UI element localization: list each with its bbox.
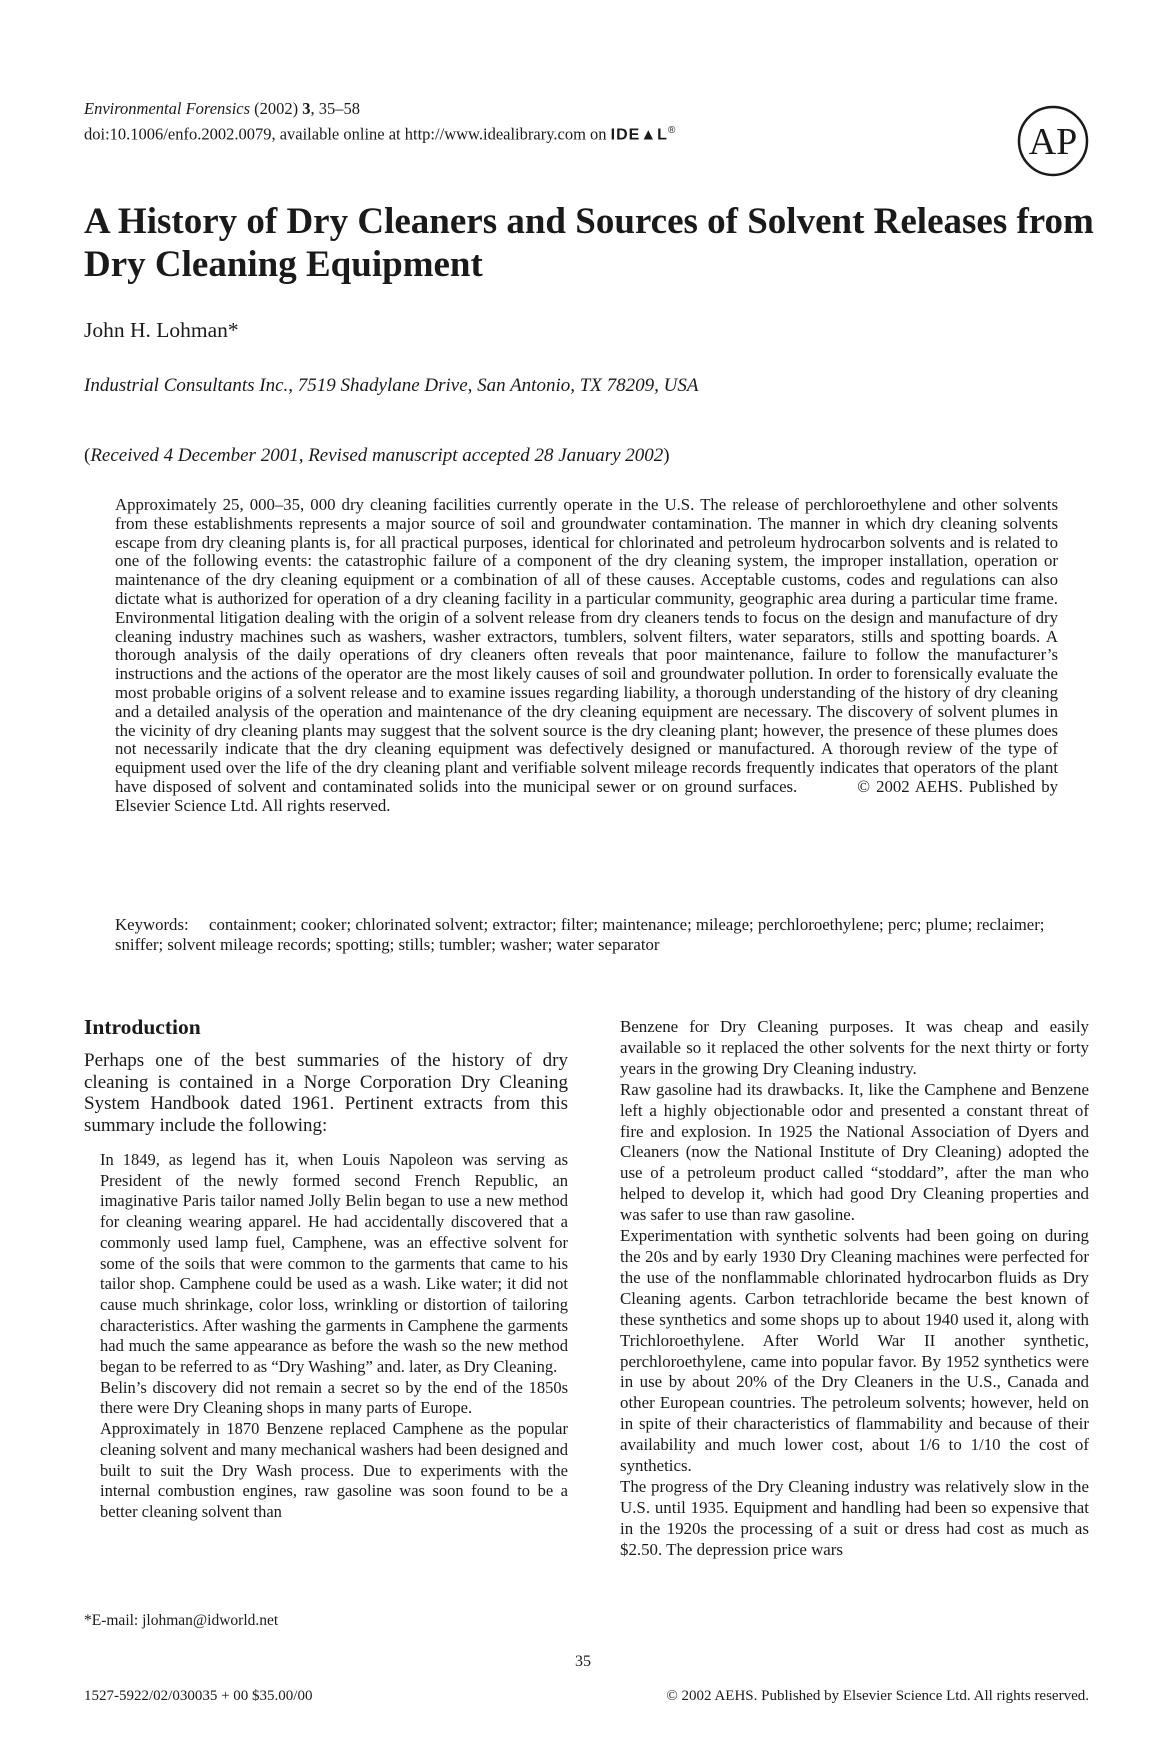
article-title: A History of Dry Cleaners and Sources of Solvent Releases from Dry Cleaning Equipment: [84, 201, 1094, 285]
abstract-text: Approximately 25, 000–35, 000 dry cleaning facilities currently operate in the U.S. The release of perchloroethylene and other solvents from these establishments represents a major source of soil and groundwater contamination. The manner in which dry cleaning solvents escape from dry cleaning plants is, for all practical purposes, identical for chlorinated and petroleum hydrocarbon solvents and is related to one of the following events: the catastrophic failure of a component of the dry cleaning system, the improper installation, operation or maintenance of the dry cleaning equipment or a combination of all of these causes. Acceptable customs, codes and regulations can also dictate what is authorized for operation of a dry cleaning facility in a particular community, geographic area during a particular time frame. Environmental litigation dealing with the origin of a solvent release from dry cleaners tends to focus on the design and manufacture of dry cleaning industry machines such as washers, washer extractors, tumblers, solvent filters, water separators, stills and spotting boards. A thorough analysis of the daily operations of dry cleaners often reveals that poor maintenance, failure to follow the manufacturer’s instructions and the actions of the operator are the most likely causes of soil and groundwater pollution. In order to forensically evaluate the most probable origins of a solvent release and to examine issues regarding liability, a thorough understanding of the history of dry cleaning and a detailed analysis of the operation and maintenance of the dry cleaning equipment are necessary. The discovery of solvent plumes in the vicinity of dry cleaning plants may suggest that the solvent source is the dry cleaning plant; however, the presence of these plumes does not necessarily indicate that the dry cleaning equipment was defectively designed or manufactured. A thorough review of the type of equipment used over the life of the dry cleaning plant and verifiable solvent mileage records frequently indicates that operators of the plant have disposed of solvent and contaminated solids into the municipal sewer or on ground surfaces.: [115, 495, 1058, 796]
intro-paragraph: Perhaps one of the best summaries of the history of dry cleaning is contained in a Norge Corporation Dry Cleaning System Handbook dated 1961. Pertinent extracts from this summary include the following:: [84, 1050, 568, 1136]
footer-copyright: © 2002 AEHS. Published by Elsevier Science Ltd. All rights reserved.: [666, 1688, 1089, 1704]
abstract: [115, 496, 1058, 816]
journal-volume: 3: [302, 99, 311, 118]
left-column: [84, 1015, 568, 1523]
ap-logo-icon: [1016, 104, 1090, 178]
journal-year: (2002): [250, 99, 303, 118]
journal-pages: , 35–58: [310, 99, 361, 118]
ap-logo-text: AP: [1028, 121, 1078, 163]
issn-line: 1527-5922/02/030035 + 00 $35.00/00: [84, 1688, 313, 1704]
ap-publisher-logo: [1016, 104, 1090, 178]
email-footnote: *E-mail: jlohman@idworld.net: [84, 1612, 279, 1629]
body-paragraph: Benzene for Dry Cleaning purposes. It was cheap and easily available so it replaced the other solvents for the next thirty or forty years in the growing Dry Cleaning industry.: [620, 1017, 1089, 1078]
body-paragraph: Raw gasoline had its drawbacks. It, like the Camphene and Benzene left a highly objectionable odor and presented a constant threat of fire and explosion. In 1925 the National Association of Dyers and Cleaners (now the National Institute of Dry Cleaning) adopted the use of a petroleum product called “stoddard”, after the man who helped to develop it, which had good Dry Cleaning properties and was safer to use than raw gasoline.: [620, 1079, 1089, 1225]
keywords-list: containment; cooker; chlorinated solvent; extractor; filter; maintenance; mileage; perchloroethylene; perc; plume; reclaimer; sniffer; solvent mileage records; spotting; stills; tumbler; washer; water separator: [115, 915, 1045, 954]
journal-name: Environmental Forensics: [84, 99, 251, 118]
journal-citation: [84, 98, 676, 120]
journal-header: [84, 98, 676, 146]
article-author: John H. Lohman*: [84, 318, 239, 342]
right-column: [620, 1017, 1089, 1561]
block-quote: [100, 1150, 568, 1523]
received-text: Received 4 December 2001, Revised manuscript accepted 28 January 2002: [90, 445, 664, 466]
abstract-copyright: © 2002 AEHS. Published by Elsevier Science Ltd. All rights reserved.: [115, 776, 1058, 815]
body-paragraph: Experimentation with synthetic solvents had been going on during the 20s and by early 1930 Dry Cleaning machines were perfected for the use of the nonflammable chlorinated hydrocarbon fluids as Dry Cleaning agents. Carbon tetrachloride became the best known of these synthetics and some shops up to about 1940 used it, along with Trichloroethylene. After World War II another synthetic, perchloroethylene, came into popular favor. By 1952 synthetics were in use by about 20% of the Dry Cleaners in the U.S., Canada and other European countries. The petroleum solvents; however, held on in spite of their characteristics of flammability and because of their availability and much lower cost, about 1/6 to 1/10 the cost of synthetics.: [620, 1226, 1089, 1476]
body-paragraph: The progress of the Dry Cleaning industry was relatively slow in the U.S. until 1935. Equipment and handling had been so expensive that in the 1920s the processing of a suit or dress had cost as much as $2.50. The depression price wars: [620, 1476, 1089, 1559]
section-heading-introduction: Introduction: [84, 1015, 201, 1039]
page-number: 35: [575, 1653, 591, 1670]
quote-paragraph: In 1849, as legend has it, when Louis Napoleon was serving as President of the newly formed second French Republic, an imaginative Paris tailor named Jolly Belin began to use a new method for cleaning wearing apparel. He had accidentally discovered that a commonly used lamp fuel, Camphene, was an effective solvent for some of the soils that were common to the garments that came to his tailor shop. Camphene could be used as a wash. Like water; it did not cause much shrinkage, color loss, wrinkling or distortion of tailoring characteristics. After washing the garments in Camphene the garments had much the same appearance as before the wash so the new method began to be referred to as “Dry Washing” and. later, as Dry Cleaning.: [100, 1150, 568, 1377]
received-dates: (Received 4 December 2001, Revised manuscript accepted 28 January 2002): [84, 445, 670, 466]
quote-paragraph: Belin’s discovery did not remain a secret so by the end of the 1850s there were Dry Cleaning shops in many parts of Europe.: [100, 1377, 568, 1418]
author-affiliation: Industrial Consultants Inc., 7519 Shadylane Drive, San Antonio, TX 78209, USA: [84, 375, 699, 396]
quote-paragraph: Approximately in 1870 Benzene replaced Camphene as the popular cleaning solvent and many mechanical washers had been designed and built to suit the Dry Wash process. Due to experiments with the internal combustion engines, raw gasoline was soon found to be a better cleaning solvent than: [100, 1419, 568, 1521]
ideal-registered-mark: ®: [667, 125, 677, 136]
keywords-label: Keywords:: [115, 915, 189, 934]
doi-text: doi:10.1006/enfo.2002.0079, available online at http://www.idealibrary.com on: [84, 124, 611, 144]
ideal-logo-text: IDE▲L: [610, 126, 668, 144]
keywords: [115, 915, 1058, 955]
ideal-logo: [611, 120, 677, 146]
doi-line: [84, 120, 676, 146]
